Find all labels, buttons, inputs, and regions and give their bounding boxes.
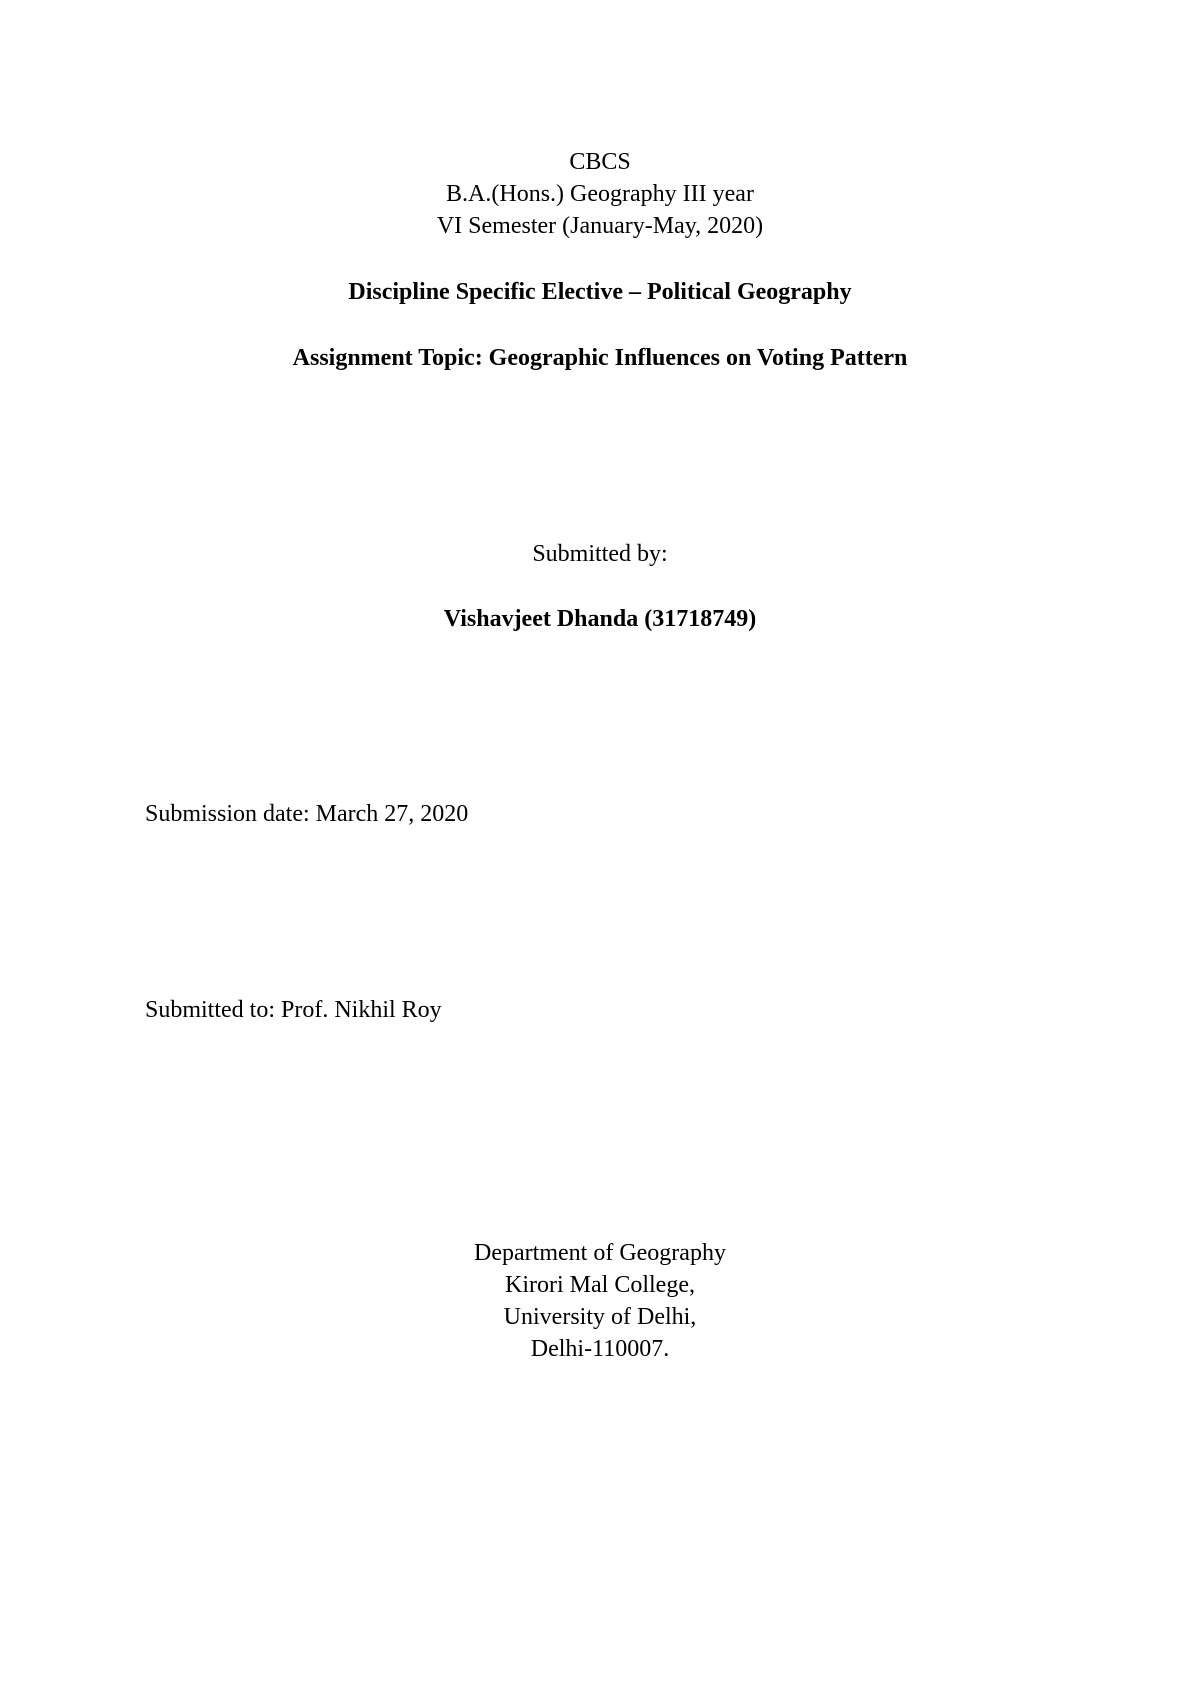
program-label: CBCS <box>569 149 631 175</box>
course-title: Discipline Specific Elective – Political Geography <box>348 279 852 305</box>
submitted-to: Submitted to: Prof. Nikhil Roy <box>145 997 442 1023</box>
university-name: University of Delhi, <box>503 1304 697 1330</box>
assignment-topic: Assignment Topic: Geographic Influences on Voting Pattern <box>292 345 908 371</box>
semester-label: VI Semester (January-May, 2020) <box>436 213 764 239</box>
student-name: Vishavjeet Dhanda (31718749) <box>443 606 757 632</box>
submitted-by-label: Submitted by: <box>532 541 668 567</box>
degree-label: B.A.(Hons.) Geography III year <box>446 181 754 207</box>
college-name: Kirori Mal College, <box>505 1272 695 1298</box>
submission-date: Submission date: March 27, 2020 <box>145 801 469 827</box>
department-name: Department of Geography <box>474 1240 726 1266</box>
postal-address: Delhi-110007. <box>530 1336 670 1362</box>
